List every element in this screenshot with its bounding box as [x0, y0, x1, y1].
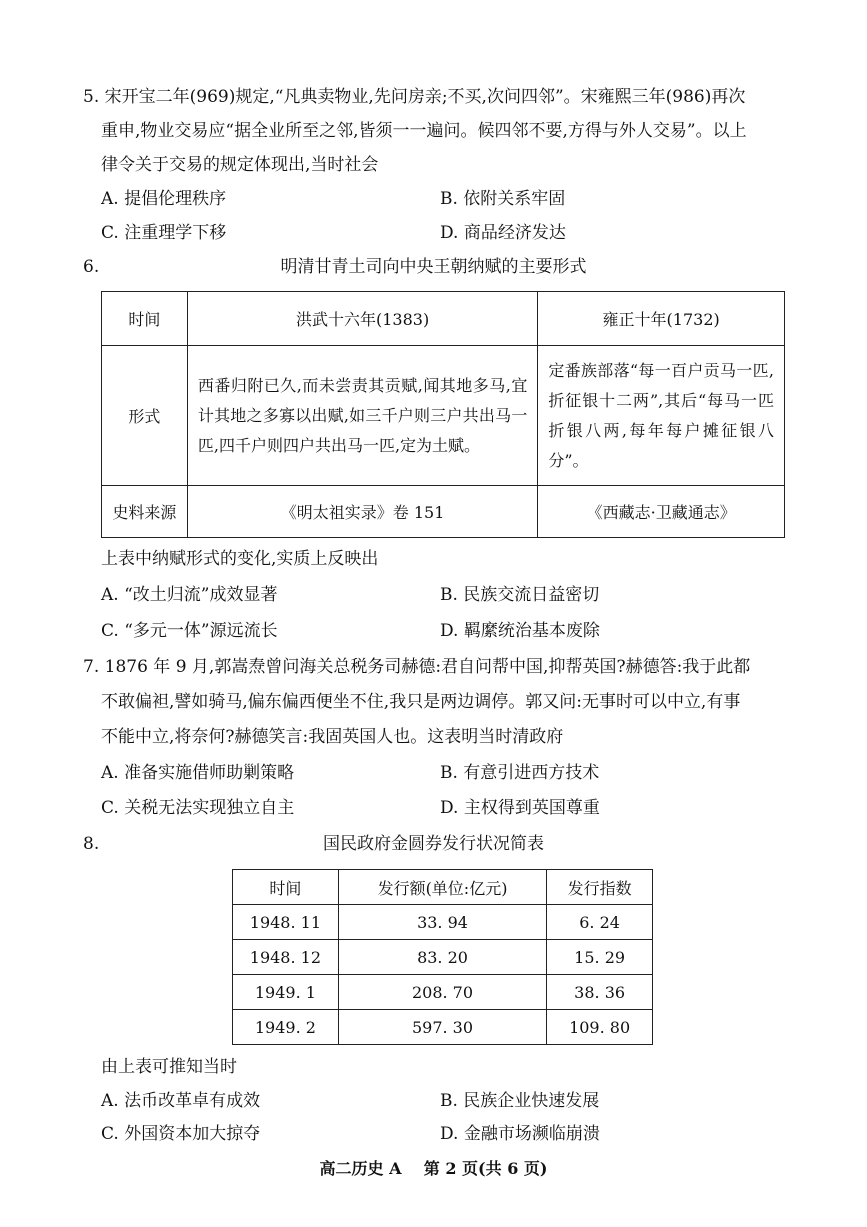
q6-yongzheng-source: 《西藏志·卫藏通志》 [538, 486, 785, 538]
table-row [233, 975, 653, 1010]
q8-cell-amount: 208. 70 [338, 975, 546, 1010]
q5-option-c[interactable]: C. 注重理学下移 [101, 223, 227, 243]
q8-option-c[interactable]: C. 外国资本加大掠夺 [101, 1124, 261, 1144]
q8-option-a[interactable]: A. 法币改革卓有成效 [101, 1091, 261, 1111]
q6-number: 6. [83, 257, 100, 277]
q6-stem: 上表中纳赋形式的变化,实质上反映出 [101, 549, 379, 569]
q5-line-2: 重申,物业交易应“据全业所至之邻,皆须一一遍问。候四邻不要,方得与外人交易”。以上 [101, 121, 747, 141]
q8-cell-index: 15. 29 [547, 940, 653, 975]
q8-cell-amount: 33. 94 [338, 905, 546, 940]
q6-hongwu-source: 《明太祖实录》卷 151 [187, 486, 537, 538]
q8-table [232, 869, 653, 1045]
q7-option-c[interactable]: C. 关税无法实现独立自主 [101, 798, 295, 818]
q6-header-yongzheng: 雍正十年(1732) [538, 292, 785, 346]
q8-cell-time: 1948. 11 [233, 905, 339, 940]
table-row [233, 940, 653, 975]
q8-option-b[interactable]: B. 民族企业快速发展 [440, 1091, 600, 1111]
q6-row-source-label: 史料来源 [102, 486, 188, 538]
q7-option-a[interactable]: A. 准备实施借师助剿策略 [101, 763, 295, 783]
q8-table-title: 国民政府金圆券发行状况简表 [323, 834, 544, 854]
page-footer: 高二历史 A 第 2 页(共 6 页) [319, 1159, 548, 1178]
q7-line-3: 不能中立,将奈何?赫德笑言:我固英国人也。这表明当时清政府 [101, 727, 564, 747]
q6-option-c[interactable]: C. “多元一体”源远流长 [101, 621, 278, 641]
q6-hongwu-form: 西番归附已久,而未尝责其贡赋,闻其地多马,宜计其地之多寡以出赋,如三千户则三户共出马一匹,四千户则四户共出马一匹,定为土赋。 [187, 346, 537, 486]
q7-option-d[interactable]: D. 主权得到英国尊重 [440, 798, 600, 818]
q6-yongzheng-form: 定番族部落“每一百户贡马一匹,折征银十二两”,其后“每马一匹折银八两,每年每户摊征银八分”。 [538, 346, 785, 486]
q6-header-time: 时间 [102, 292, 188, 346]
q8-header-amount: 发行额(单位:亿元) [338, 870, 546, 905]
q5-option-d[interactable]: D. 商品经济发达 [440, 223, 566, 243]
table-row [233, 1010, 653, 1045]
table-row [233, 905, 653, 940]
q8-cell-time: 1949. 2 [233, 1010, 339, 1045]
q8-stem: 由上表可推知当时 [101, 1057, 237, 1077]
q7-line-1: 7. 1876 年 9 月,郭嵩焘曾问海关总税务司赫德:君自问帮中国,抑帮英国?赫德答:我于此都 [83, 657, 751, 677]
q8-cell-index: 38. 36 [547, 975, 653, 1010]
q6-row-form-label: 形式 [102, 346, 188, 486]
q8-option-d[interactable]: D. 金融市场濒临崩溃 [440, 1124, 600, 1144]
q6-header-hongwu: 洪武十六年(1383) [187, 292, 537, 346]
q8-cell-amount: 597. 30 [338, 1010, 546, 1045]
q8-header-time: 时间 [233, 870, 339, 905]
q6-option-d[interactable]: D. 羁縻统治基本废除 [440, 621, 600, 641]
q7-line-2: 不敢偏袒,譬如骑马,偏东偏西便坐不住,我只是两边调停。郭又问:无事时可以中立,有事 [101, 692, 741, 712]
q8-cell-time: 1948. 12 [233, 940, 339, 975]
q6-option-a[interactable]: A. “改土归流”成效显著 [101, 585, 278, 605]
q8-cell-index: 6. 24 [547, 905, 653, 940]
q8-number: 8. [83, 834, 100, 854]
q6-option-b[interactable]: B. 民族交流日益密切 [440, 585, 600, 605]
q8-header-index: 发行指数 [547, 870, 653, 905]
q6-table [101, 291, 785, 538]
q8-cell-amount: 83. 20 [338, 940, 546, 975]
q8-cell-time: 1949. 1 [233, 975, 339, 1010]
q5-line-1: 5. 宋开宝二年(969)规定,“凡典卖物业,先问房亲;不买,次问四邻”。宋雍熙三年(986)再次 [83, 87, 746, 107]
q5-line-3: 律令关于交易的规定体现出,当时社会 [101, 155, 379, 175]
q8-cell-index: 109. 80 [547, 1010, 653, 1045]
q5-option-b[interactable]: B. 依附关系牢固 [440, 189, 566, 209]
q6-table-title: 明清甘青土司向中央王朝纳赋的主要形式 [280, 257, 587, 277]
q5-option-a[interactable]: A. 提倡伦理秩序 [101, 189, 227, 209]
q7-option-b[interactable]: B. 有意引进西方技术 [440, 763, 600, 783]
